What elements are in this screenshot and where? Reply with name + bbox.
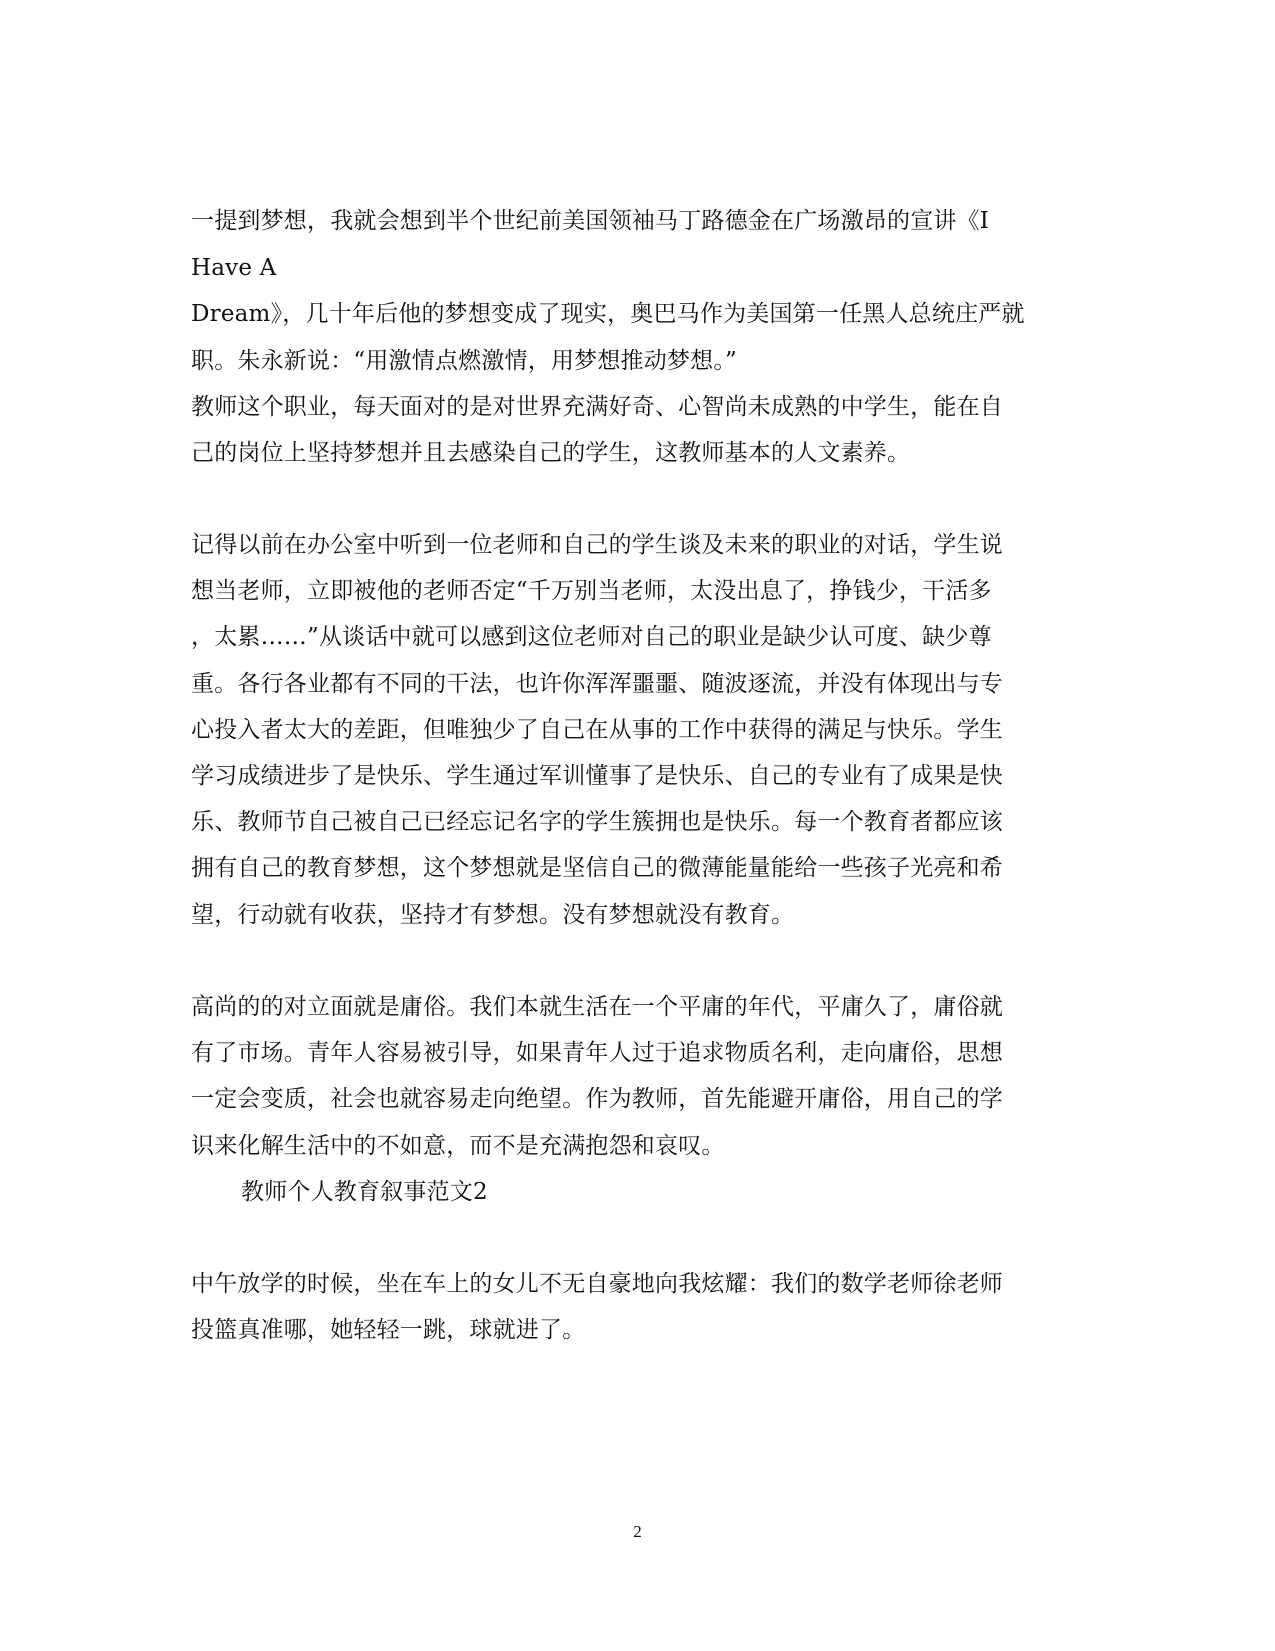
text-line: 高尚的的对立面就是庸俗。我们本就生活在一个平庸的年代，平庸久了，庸俗就 bbox=[191, 994, 1003, 1020]
text-line: Dream》，几十年后他的梦想变成了现实，奥巴马作为美国第一任黑人总统庄严就 bbox=[191, 301, 1025, 327]
text-line: 有了市场。青年人容易被引导，如果青年人过于追求物质名利，走向庸俗，思想 bbox=[191, 1040, 1003, 1066]
text-line: 一定会变质，社会也就容易走向绝望。作为教师，首先能避开庸俗，用自己的学 bbox=[191, 1086, 1003, 1112]
text-line: 职。朱永新说：“用激情点燃激情，用梦想推动梦想。” bbox=[191, 348, 738, 374]
text-line: 记得以前在办公室中听到一位老师和自己的学生谈及未来的职业的对话，学生说 bbox=[191, 532, 1003, 558]
text-line: 一提到梦想，我就会想到半个世纪前美国领袖马丁路德金在广场激昂的宣讲《I bbox=[191, 208, 990, 234]
text-line: 识来化解生活中的不如意，而不是充满抱怨和哀叹。 bbox=[191, 1133, 725, 1159]
text-line: Have A bbox=[191, 255, 277, 281]
text-line: 重。各行各业都有不同的干法，也许你浑浑噩噩、随波逐流，并没有体现出与专 bbox=[191, 671, 1003, 697]
text-line: 心投入者太大的差距，但唯独少了自己在从事的工作中获得的满足与快乐。学生 bbox=[191, 717, 1003, 743]
text-line: 拥有自己的教育梦想，这个梦想就是坚信自己的微薄能量能给一些孩子光亮和希 bbox=[191, 855, 1003, 881]
page-number: 2 bbox=[633, 1522, 642, 1541]
text-line: 乐、教师节自己被自己已经忘记名字的学生簇拥也是快乐。每一个教育者都应该 bbox=[191, 809, 1003, 835]
text-line: 望，行动就有收获，坚持才有梦想。没有梦想就没有教育。 bbox=[191, 902, 795, 928]
text-line: 己的岗位上坚持梦想并且去感染自己的学生，这教师基本的人文素养。 bbox=[191, 440, 911, 466]
text-line: 想当老师，立即被他的老师否定“千万别当老师，太没出息了，挣钱少，干活多 bbox=[191, 578, 992, 604]
text-line: ，太累……”从谈话中就可以感到这位老师对自己的职业是缺少认可度、缺少尊 bbox=[191, 624, 992, 650]
text-line: 投篮真准哪，她轻轻一跳，球就进了。 bbox=[191, 1317, 586, 1343]
section-heading: 教师个人教育叙事范文2 bbox=[241, 1179, 488, 1205]
text-line: 教师这个职业，每天面对的是对世界充满好奇、心智尚未成熟的中学生，能在自 bbox=[191, 394, 1003, 420]
text-line: 学习成绩进步了是快乐、学生通过军训懂事了是快乐、自己的专业有了成果是快 bbox=[191, 763, 1003, 789]
text-line: 中午放学的时候，坐在车上的女儿不无自豪地向我炫耀：我们的数学老师徐老师 bbox=[191, 1271, 1003, 1297]
